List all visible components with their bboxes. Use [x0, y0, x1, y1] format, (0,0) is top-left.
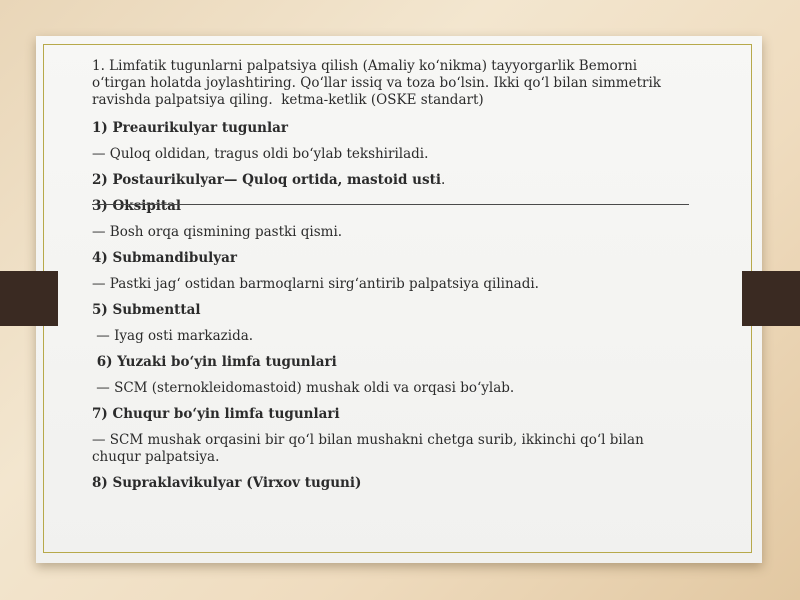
heading-postauricular-suffix: .: [440, 172, 446, 188]
heading-occipital: 3) Oksipital: [92, 198, 182, 214]
heading-superficial-cervical: 6) Yuzaki bo‘yin limfa tugunlari: [92, 354, 337, 370]
heading-submental: 5) Submenttal: [92, 302, 201, 318]
detail-submandibular: — Pastki jag‘ ostidan barmoqlarni sirg‘antirib palpatsiya qilinadi.: [92, 276, 539, 292]
heading-postauricular-text: 2) Postaurikulyar— Quloq ortida, mastoid usti: [92, 172, 441, 188]
detail-submental: — Iyag osti markazida.: [92, 328, 254, 344]
heading-postauricular: [92, 172, 692, 189]
right-tab-decoration: [742, 271, 800, 326]
detail-preauricular: — Quloq oldidan, tragus oldi bo‘ylab tekshiriladi.: [92, 146, 429, 162]
heading-deep-cervical: 7) Chuqur bo‘yin limfa tugunlari: [92, 406, 340, 422]
detail-superficial-cervical: — SCM (sternokleidomastoid) mushak oldi va orqasi bo‘ylab.: [92, 380, 515, 396]
intro-paragraph: 1. Limfatik tugunlarni palpatsiya qilish (Amaliy ko‘nikma) tayyorgarlik Bemorni o‘tirgan holatda joylashtiring. Qo‘llar issiq va toza bo‘lsin. Ikki qo‘l bilan simmetrik ravishda palpatsiya qiling. ketma-ketlik (OSKE standart): [92, 58, 666, 108]
slide-content: [92, 58, 692, 501]
detail-deep-cervical: — SCM mushak orqasini bir qo‘l bilan mushakni chetga surib, ikkinchi qo‘l bilan chuqur palpatsiya.: [92, 432, 649, 465]
detail-occipital: — Bosh orqa qismining pastki qismi.: [92, 224, 343, 240]
postauricular-rule: [92, 204, 689, 205]
left-tab-decoration: [0, 271, 58, 326]
heading-submandibular: 4) Submandibulyar: [92, 250, 237, 266]
heading-preauricular: 1) Preaurikulyar tugunlar: [92, 120, 288, 136]
heading-supraclavicular: 8) Supraklavikulyar (Virxov tuguni): [92, 475, 362, 491]
